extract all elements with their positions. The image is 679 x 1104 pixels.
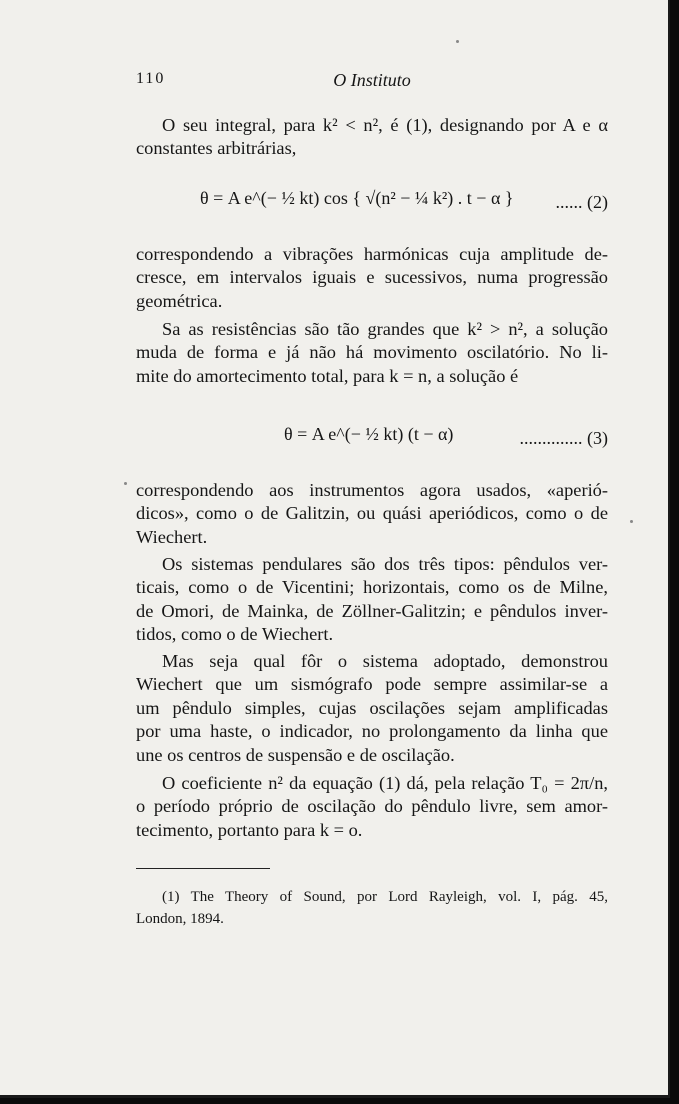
paragraph-harmonic [136, 243, 608, 313]
text-line: Wiechert. [136, 526, 208, 547]
text-line: constantes arbitrárias, [136, 138, 297, 159]
paragraph-coefficient [136, 772, 608, 842]
equation-3 [136, 408, 608, 456]
page-header [136, 70, 608, 94]
text-line: um pêndulo simples, cujas oscilações sejam amplificadas [136, 697, 608, 718]
footnote-divider [136, 868, 270, 869]
equation-2-number [556, 192, 609, 213]
text-line: por uma haste, o indicador, no prolongamento da linha que [136, 721, 608, 742]
page-number: 110 [136, 70, 166, 87]
paragraph-pendulum-types [136, 553, 608, 647]
text-line: geométrica. [136, 290, 223, 311]
scan-speck [630, 520, 633, 523]
equation-3-label: (3) [587, 428, 608, 448]
equation-2-leader-dots: ...... [555, 192, 583, 212]
scan-speck [124, 482, 127, 485]
text-line: une os centros de suspensão e de oscilação. [136, 744, 455, 765]
text-line: Mas seja qual fôr o sistema adoptado, demonstrou [162, 651, 608, 671]
text-line: correspondendo a vibrações harmónicas cuja amplitude de- [136, 244, 608, 264]
text-line: mite do amortecimento total, para k = n, a solução é [136, 365, 519, 386]
equation-3-leader-dots: .............. [519, 428, 583, 448]
text-line: O coeficiente n² da equação (1) dá, pela relação T₀ = 2π/n, [162, 773, 608, 793]
text-line: dicos», como o de Galitzin, ou quási aperiódicos, como o de [136, 503, 608, 524]
paragraph-integral [136, 114, 608, 161]
equation-2-label: (2) [587, 192, 608, 212]
footnote-line: London, 1894. [136, 911, 224, 927]
text-line: Os sistemas pendulares são dos três tipos: pêndulos ver- [162, 554, 608, 574]
scan-speck [456, 40, 459, 43]
text-line: tidos, como o de Wiechert. [136, 624, 334, 645]
paragraph-seismograph [136, 650, 608, 767]
text-line: de Omori, de Mainka, de Zöllner-Galitzin; e pêndulos inver- [136, 600, 608, 621]
paragraph-aperiodic [136, 479, 608, 549]
footnote [136, 886, 608, 930]
equation-2-formula: θ = A e^(− ½ kt) cos { √(n² − ¼ k²) . t − α } [200, 188, 514, 208]
running-title: O Instituto [333, 70, 411, 90]
text-line: muda de forma e já não há movimento oscilatório. No li- [136, 342, 608, 363]
paragraph-resistances [136, 318, 608, 388]
text-line: o período próprio de oscilação do pêndulo livre, sem amor- [136, 796, 608, 817]
text-line: Sa as resistências são tão grandes que k² > n², a solução [162, 319, 608, 339]
text-line: cresce, em intervalos iguais e sucessivos, numa progressão [136, 267, 608, 288]
footnote-line: (1) The Theory of Sound, por Lord Rayleigh, vol. I, pág. 45, [162, 889, 608, 905]
equation-2 [136, 170, 608, 226]
equation-3-number [520, 428, 609, 449]
text-line: ticais, como o de Vicentini; horizontais, como os de Milne, [136, 577, 608, 598]
text-line: O seu integral, para k² < n², é (1), designando por A e α [162, 115, 608, 135]
equation-3-formula: θ = A e^(− ½ kt) (t − α) [284, 424, 454, 444]
text-line: correspondendo aos instrumentos agora usados, «aperió- [136, 480, 608, 500]
text-line: Wiechert que um sismógrafo pode sempre assimilar-se a [136, 674, 608, 695]
text-line: tecimento, portanto para k = o. [136, 819, 363, 840]
